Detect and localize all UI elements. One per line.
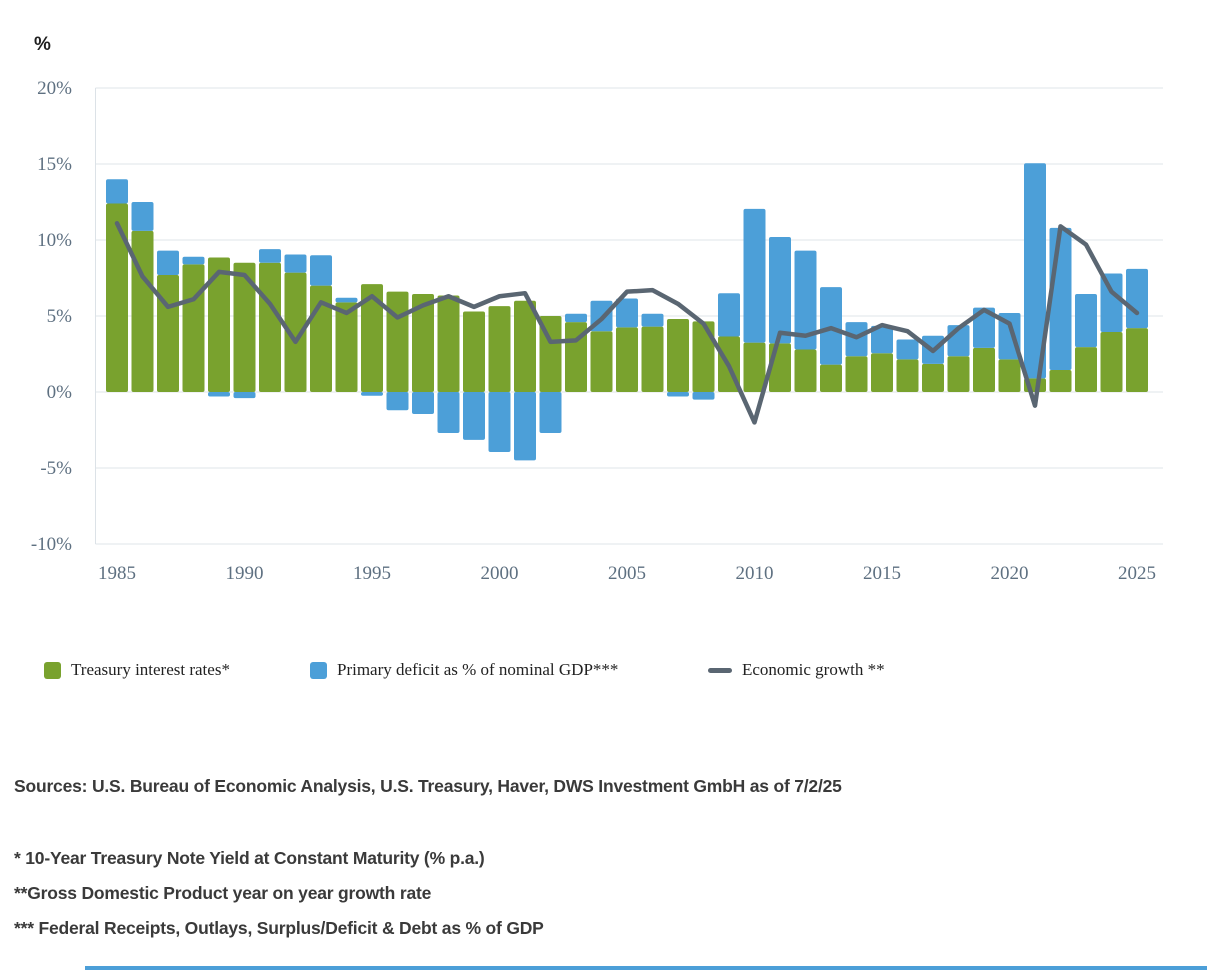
- treasury-bar-2022: [1050, 370, 1072, 392]
- deficit-bar-2010: [744, 209, 766, 343]
- deficit-bar-1985: [106, 179, 128, 203]
- deficit-bar-1990: [234, 392, 256, 398]
- deficit-bar-1994: [336, 298, 358, 303]
- treasury-bar-1987: [157, 275, 179, 392]
- sources-line: Sources: U.S. Bureau of Economic Analysis, U.S. Treasury, Haver, DWS Investment GmbH as of 7/2/25: [14, 776, 842, 796]
- y-axis-title: %: [34, 34, 51, 55]
- x-tick-1990: 1990: [225, 563, 264, 584]
- treasury-bar-2016: [897, 359, 919, 392]
- treasury-bar-1985: [106, 204, 128, 392]
- deficit-bar-2007: [667, 392, 689, 397]
- treasury-bar-1998: [438, 295, 460, 392]
- y-tick-5%: 5%: [46, 306, 72, 327]
- x-tick-2005: 2005: [608, 563, 646, 584]
- x-tick-1985: 1985: [98, 563, 136, 584]
- legend-label-growth: Economic growth **: [742, 660, 885, 679]
- deficit-bar-1988: [183, 257, 205, 265]
- deficit-bar-1989: [208, 392, 230, 397]
- legend-label-deficit: Primary deficit as % of nominal GDP***: [337, 660, 619, 679]
- y-tick-15%: 15%: [37, 154, 72, 175]
- y-tick-0%: 0%: [46, 382, 72, 403]
- treasury-bar-1991: [259, 263, 281, 392]
- treasury-bar-2006: [642, 327, 664, 392]
- treasury-bar-2001: [514, 301, 536, 392]
- deficit-bar-1992: [285, 254, 307, 272]
- y-tick-20%: 20%: [37, 80, 72, 99]
- footnote-gdp: **Gross Domestic Product year on year growth rate: [14, 883, 432, 903]
- treasury-bar-2017: [922, 364, 944, 392]
- deficit-bar-1986: [132, 202, 154, 231]
- deficit-bar-2016: [897, 340, 919, 360]
- y-tick-10%: 10%: [37, 230, 72, 251]
- legend-item-deficit: [310, 659, 618, 681]
- x-tick-2020: 2020: [990, 563, 1029, 584]
- treasury-bar-2023: [1075, 347, 1097, 392]
- treasury-bar-2008: [693, 321, 715, 392]
- deficit-bar-2009: [718, 293, 740, 336]
- x-tick-2010: 2010: [735, 563, 774, 584]
- deficit-bar-2025: [1126, 269, 1148, 328]
- treasury-bar-2013: [820, 365, 842, 392]
- footnote-treasury: * 10-Year Treasury Note Yield at Constant Maturity (% p.a.): [14, 848, 485, 868]
- treasury-bar-2004: [591, 331, 613, 392]
- legend-label-treasury: Treasury interest rates*: [71, 660, 230, 679]
- growth-dash-icon: [708, 668, 732, 673]
- legend-item-growth: [708, 659, 885, 681]
- deficit-bar-1991: [259, 249, 281, 263]
- deficit-bar-1995: [361, 392, 383, 396]
- deficit-bar-1993: [310, 255, 332, 285]
- deficit-bar-1998: [438, 392, 460, 433]
- bottom-accent-rule: [85, 966, 1207, 970]
- treasury-bar-2024: [1101, 332, 1123, 392]
- treasury-bar-2010: [744, 343, 766, 392]
- deficit-bar-2011: [769, 237, 791, 343]
- treasury-bar-1996: [387, 292, 409, 392]
- deficit-bar-2013: [820, 287, 842, 365]
- treasury-bar-2015: [871, 353, 893, 392]
- legend-item-treasury: [44, 659, 230, 681]
- deficit-bar-2008: [693, 392, 715, 400]
- treasury-bar-2019: [973, 348, 995, 392]
- deficit-bar-1997: [412, 392, 434, 414]
- footnote-federal: *** Federal Receipts, Outlays, Surplus/Deficit & Debt as % of GDP: [14, 918, 544, 938]
- treasury-bar-1988: [183, 264, 205, 392]
- x-tick-2015: 2015: [863, 563, 901, 584]
- deficit-bar-2003: [565, 314, 587, 322]
- treasury-bar-1994: [336, 302, 358, 392]
- deficit-bar-2006: [642, 314, 664, 327]
- deficit-bar-2022: [1050, 228, 1072, 370]
- stacked-bar-line-chart: [0, 80, 1207, 592]
- x-tick-1995: 1995: [353, 563, 391, 584]
- y-tick--10%: -10%: [30, 534, 72, 555]
- treasury-bar-2014: [846, 356, 868, 392]
- deficit-swatch-icon: [310, 662, 327, 679]
- treasury-bar-2012: [795, 349, 817, 392]
- deficit-bar-2023: [1075, 294, 1097, 347]
- treasury-swatch-icon: [44, 662, 61, 679]
- y-tick--5%: -5%: [40, 458, 72, 479]
- treasury-bar-2007: [667, 319, 689, 392]
- x-tick-2000: 2000: [480, 563, 519, 584]
- deficit-bar-1996: [387, 392, 409, 410]
- deficit-bar-1987: [157, 251, 179, 275]
- deficit-bar-1999: [463, 392, 485, 440]
- deficit-bar-2001: [514, 392, 536, 460]
- deficit-bar-2002: [540, 392, 562, 433]
- x-tick-2025: 2025: [1118, 563, 1156, 584]
- treasury-bar-2020: [999, 359, 1021, 392]
- treasury-bar-1999: [463, 311, 485, 392]
- treasury-bar-1986: [132, 231, 154, 392]
- treasury-bar-2000: [489, 306, 511, 392]
- treasury-bar-2025: [1126, 328, 1148, 392]
- treasury-bar-2005: [616, 327, 638, 392]
- treasury-bar-2018: [948, 356, 970, 392]
- deficit-bar-2024: [1101, 273, 1123, 332]
- deficit-bar-2000: [489, 392, 511, 452]
